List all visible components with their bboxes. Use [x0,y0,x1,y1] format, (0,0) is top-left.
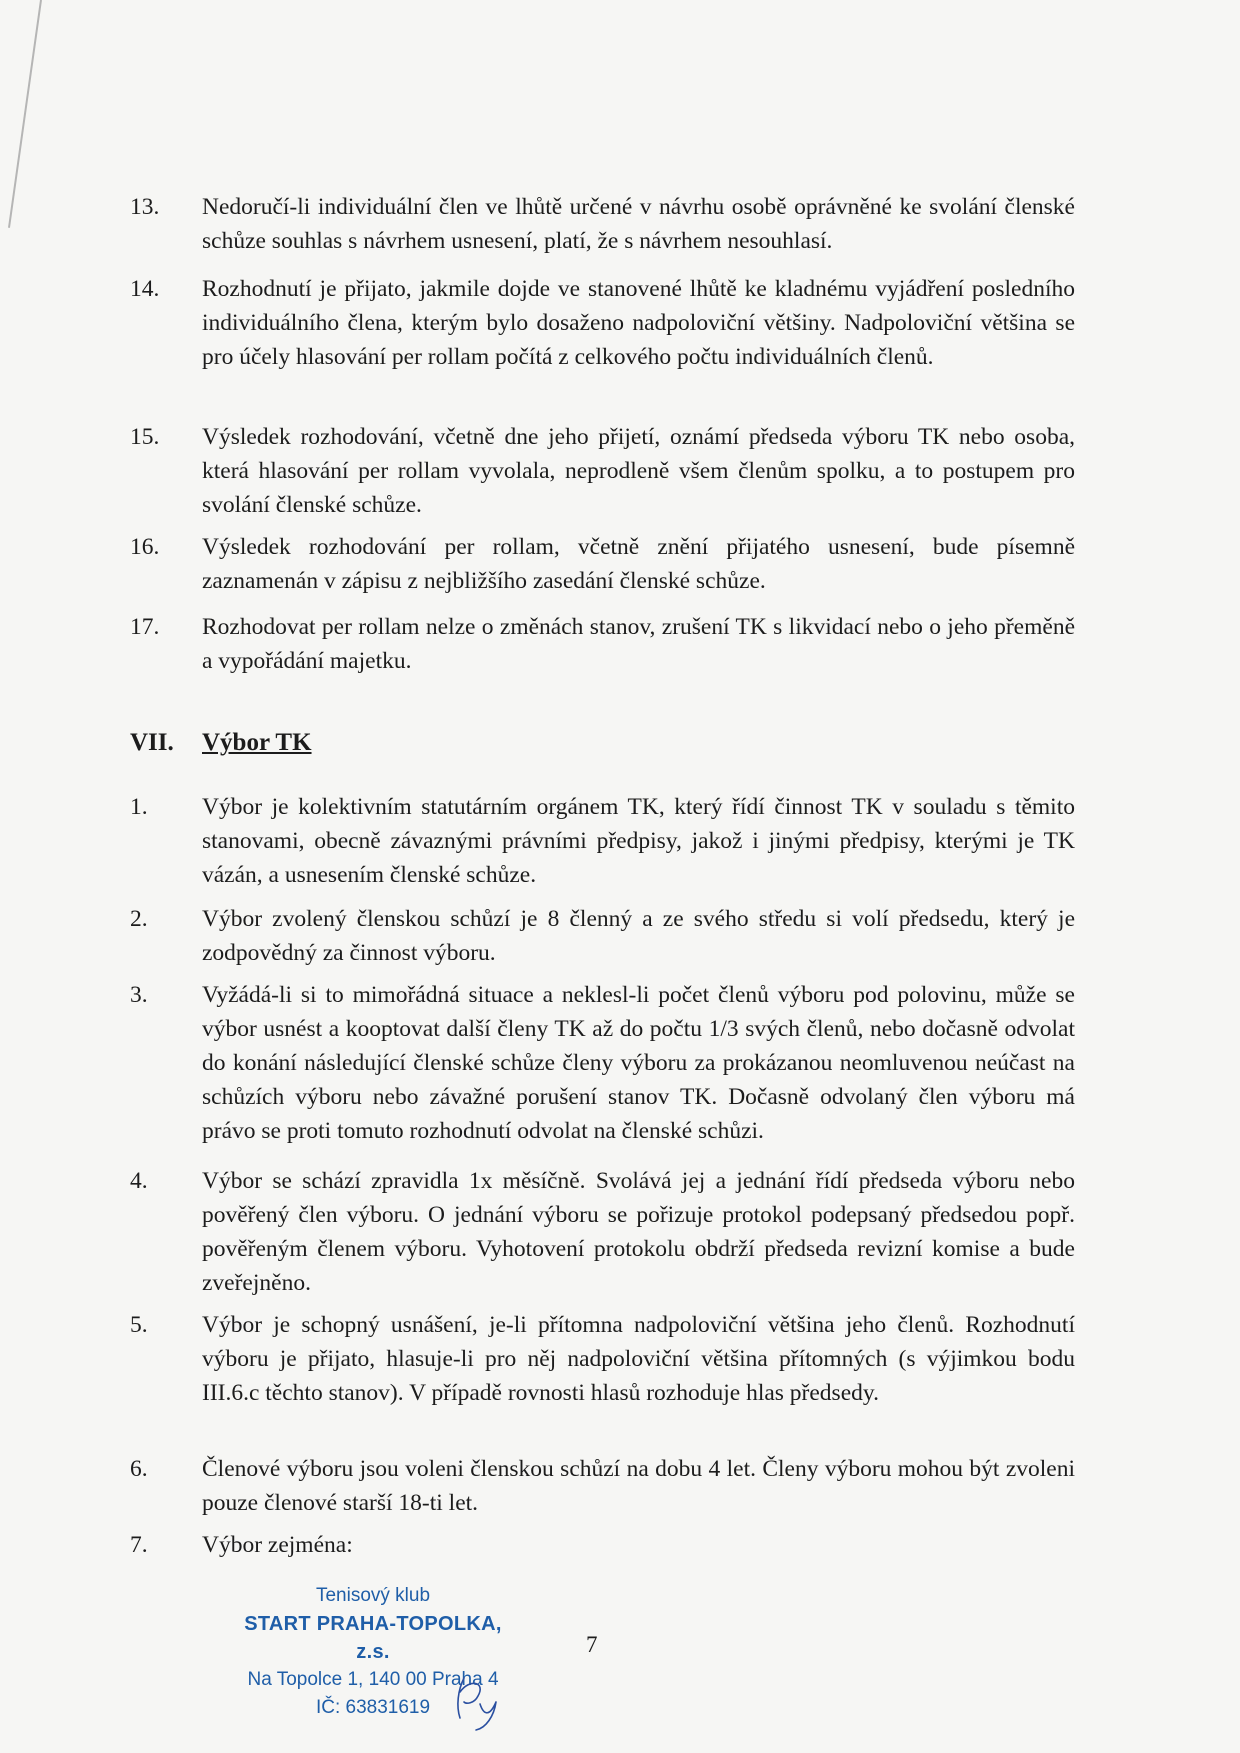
clause-number: 13. [130,194,160,220]
article-text: Výbor je kolektivním statutárním orgánem TK, který řídí činnost TK v souladu s těmito stanovami, obecně závaznými právními předpisy, jakož i jinými předpisy, kterými je TK vázán, a usnesením členské schůze. [202,794,1075,888]
article-number: 2. [130,906,148,932]
article-number: 3. [130,982,148,1008]
article-number: 5. [130,1312,148,1338]
article-3 [130,978,1075,1148]
article-6 [130,1452,1075,1520]
article-1 [130,790,1075,892]
article-text: Výbor zvolený členskou schůzí je 8 členný a ze svého středu si volí předsedu, který je zodpovědný za činnost výboru. [202,906,1075,966]
stamp-club-name: Tenisový klub [315,1585,431,1606]
article-7 [130,1528,1075,1562]
stamp-company-id: IČ: 63831619 [315,1697,431,1718]
scan-edge-mark [8,0,42,228]
article-2 [130,902,1075,970]
clause-number: 16. [130,534,160,560]
article-text: Členové výboru jsou voleni členskou schůzí na dobu 4 let. Členy výboru mohou být zvoleni pouze členové starší 18-ti let. [202,1456,1075,1516]
section-heading [130,726,312,760]
clause-text: Nedoručí-li individuální člen ve lhůtě určené v návrhu osobě oprávněné ke svolání členské schůze souhlas s návrhem usnesení, platí, že s návrhem nesouhlasí. [202,194,1075,254]
article-text: Vyžádá-li si to mimořádná situace a neklesl-li počet členů výboru pod polovinu, může se výbor usnést a kooptovat další členy TK až do počtu 1/3 svých členů, nebo dočasně odvolat do konání následující členské schůze členy výboru za prokázanou neomluvenou neúčast na schůzích výboru nebo závažné porušení stanov TK. Dočasně odvolaný člen výboru má právo se proti tomuto rozhodnutí odvolat na členské schůzi. [202,982,1075,1144]
section-number: VII. [130,729,174,756]
clause-text: Výsledek rozhodování per rollam, včetně znění přijatého usnesení, bude písemně zaznamenán v zápisu z nejbližšího zasedání členské schůze. [202,534,1075,594]
clause-number: 15. [130,424,160,450]
clause-number: 14. [130,276,160,302]
clause-14 [130,272,1075,374]
article-number: 6. [130,1456,148,1482]
clause-number: 17. [130,614,160,640]
clause-15 [130,420,1075,522]
article-number: 4. [130,1168,148,1194]
clause-text: Rozhodnutí je přijato, jakmile dojde ve stanovené lhůtě ke kladnému vyjádření posledního individuálního člena, kterým bylo dosaženo nadpoloviční většiny. Nadpoloviční většina se pro účely hlasování per rollam počítá z celkového počtu individuálních členů. [202,276,1075,370]
clause-16 [130,530,1075,598]
clause-13 [130,190,1075,258]
article-5 [130,1308,1075,1410]
page-number: 7 [586,1632,598,1657]
article-text: Výbor se schází zpravidla 1x měsíčně. Svolává jej a jednání řídí předseda výboru nebo pověřený člen výboru. O jednání výboru se pořizuje protokol podepsaný předsedou popř. pověřeným členem výboru. Vyhotovení protokolu obdrží předseda revizní komise a bude zveřejněno. [202,1168,1075,1296]
article-number: 1. [130,794,148,820]
article-4 [130,1164,1075,1300]
clause-17 [130,610,1075,678]
clause-text: Rozhodovat per rollam nelze o změnách stanov, zrušení TK s likvidací nebo o jeho přeměně a vypořádání majetku. [202,614,1075,674]
article-number: 7. [130,1532,148,1558]
article-text: Výbor je schopný usnášení, je-li přítomna nadpoloviční většina jeho členů. Rozhodnutí výboru je přijato, hlasuje-li pro něj nadpoloviční většina přítomných (s výjimkou bodu III.6.c těchto stanov). V případě rovnosti hlasů rozhoduje hlas předsedy. [202,1312,1075,1406]
clause-text: Výsledek rozhodování, včetně dne jeho přijetí, oznámí předseda výboru TK nebo osoba, která hlasování per rollam vyvolala, neprodleně všem členům spolku, a to postupem pro svolání členské schůze. [202,424,1075,518]
handwritten-signature [450,1672,510,1732]
article-text: Výbor zejména: [202,1532,353,1558]
section-title: Výbor TK [202,729,312,756]
stamp-club-full-name: START PRAHA-TOPOLKA, z.s. [244,1613,502,1663]
stamp-address: Na Topolce 1, 140 00 Praha 4 [247,1669,499,1690]
